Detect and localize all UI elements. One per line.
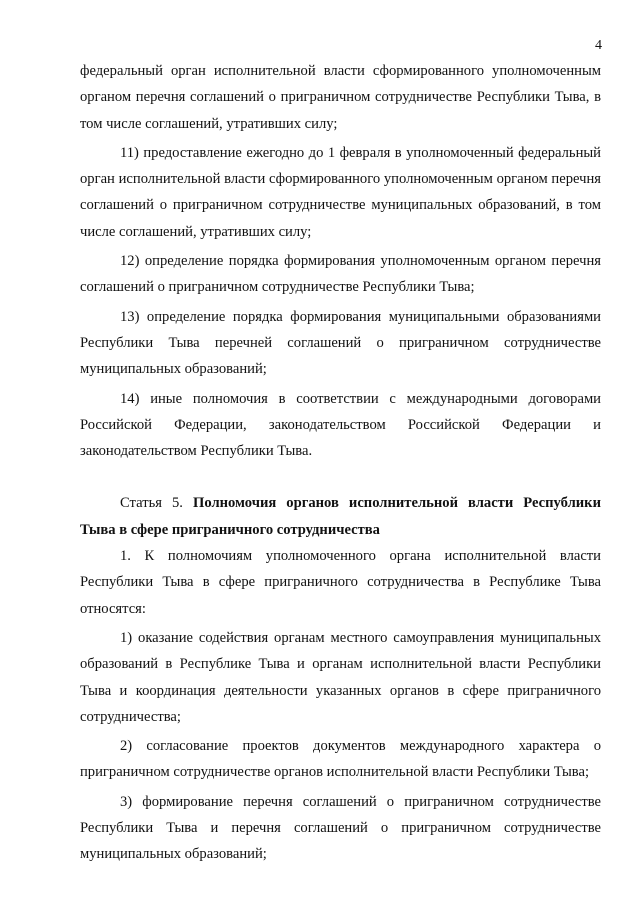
article-item-1: 1) оказание содействия органам местного самоуправления муниципальных образований в Республике Тыва и органам исполнительной власти Республики Тыва и координация деятельности указанных органов в сфере приграничного сотрудничества; <box>80 629 601 725</box>
page-number: 4 <box>595 38 602 53</box>
paragraph-item-12: 12) определение порядка формирования уполномоченным органом перечня соглашений о приграничном сотрудничестве Республики Тыва; <box>80 253 601 296</box>
article-item-2: 2) согласование проектов документов международного характера о приграничном сотрудничестве органов исполнительной власти Республики Тыва; <box>80 738 601 781</box>
article-heading <box>80 490 601 543</box>
paragraph-item-11: 11) предоставление ежегодно до 1 февраля в уполномоченный федеральный орган исполнительной власти сформированного уполномоченным органом перечня соглашений о приграничном сотрудничестве муниципальных образований, в том числе соглашений, утративших силу; <box>80 144 601 240</box>
paragraph-item-14: 14) иные полномочия в соответствии с международными договорами Российской Федерации, законодательством Российской Федерации и законодательством Республики Тыва. <box>80 390 601 460</box>
document-body <box>80 58 601 868</box>
article-paragraph-1: 1. К полномочиям уполномоченного органа исполнительной власти Республики Тыва в сфере приграничного сотрудничества в Республике Тыва относятся: <box>80 548 601 617</box>
paragraph-item-13: 13) определение порядка формирования муниципальными образованиями Республики Тыва перечней соглашений о приграничном сотрудничестве муниципальных образований; <box>80 308 601 378</box>
article-item-3: 3) формирование перечня соглашений о приграничном сотрудничестве Республики Тыва и перечня соглашений о приграничном сотрудничестве муниципальных образований; <box>80 793 601 863</box>
paragraph-continuation: федеральный орган исполнительной власти сформированного уполномоченным органом перечня соглашений о приграничном сотрудничестве Республики Тыва, в том числе соглашений, утративших силу; <box>80 63 601 132</box>
article-label: Статья 5. <box>120 495 193 512</box>
article-title: Полномочия органов исполнительной власти Республики Тыва в сфере приграничного сотрудничества <box>80 495 602 538</box>
